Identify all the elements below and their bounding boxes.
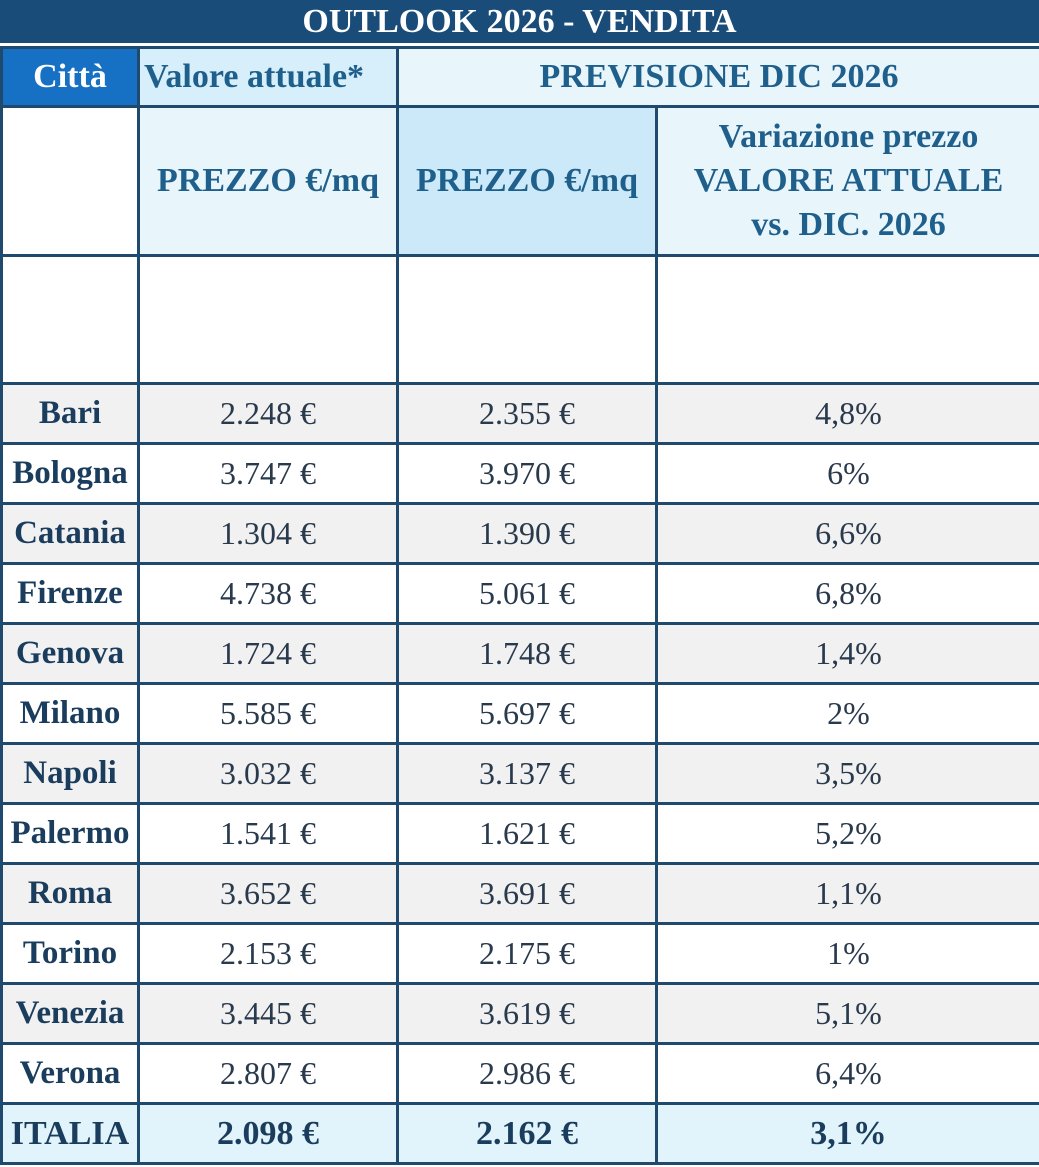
- prezzo-previsione-cell: 3.137 €: [398, 744, 657, 804]
- prezzo-previsione-cell: 2.986 €: [398, 1044, 657, 1104]
- table-row: [2, 744, 1039, 804]
- variazione-cell: 3,5%: [657, 744, 1039, 804]
- city-cell: Verona: [2, 1044, 139, 1104]
- outlook-table: [0, 46, 1039, 1165]
- table-row: [2, 924, 1039, 984]
- blank-cell: [2, 256, 139, 384]
- variazione-cell: 6%: [657, 444, 1039, 504]
- city-cell: Roma: [2, 864, 139, 924]
- variazione-cell: 5,2%: [657, 804, 1039, 864]
- blank-cell: [657, 256, 1039, 384]
- variazione-cell: 1,4%: [657, 624, 1039, 684]
- blank-cell: [139, 256, 398, 384]
- table-row: [2, 684, 1039, 744]
- header-variazione-line3: vs. DIC. 2026: [751, 206, 946, 243]
- variazione-cell: 6,8%: [657, 564, 1039, 624]
- prezzo-attuale-cell: 1.304 €: [139, 504, 398, 564]
- total-prezzo-attuale-cell: 2.098 €: [139, 1104, 398, 1164]
- prezzo-previsione-cell: 1.621 €: [398, 804, 657, 864]
- table-row: [2, 984, 1039, 1044]
- prezzo-previsione-cell: 3.970 €: [398, 444, 657, 504]
- table-row: [2, 564, 1039, 624]
- variazione-cell: 6,6%: [657, 504, 1039, 564]
- total-variazione-cell: 3,1%: [657, 1104, 1039, 1164]
- city-cell: Venezia: [2, 984, 139, 1044]
- header-row-top: [2, 48, 1039, 107]
- variazione-cell: 5,1%: [657, 984, 1039, 1044]
- total-prezzo-previsione-cell: 2.162 €: [398, 1104, 657, 1164]
- prezzo-previsione-cell: 1.390 €: [398, 504, 657, 564]
- variazione-cell: 1,1%: [657, 864, 1039, 924]
- header-variazione: [657, 107, 1039, 256]
- city-cell: Napoli: [2, 744, 139, 804]
- header-variazione-line1: Variazione prezzo: [718, 118, 979, 155]
- city-cell: Catania: [2, 504, 139, 564]
- header-prezzo-previsione: PREZZO €/mq: [398, 107, 657, 256]
- city-cell: Bari: [2, 384, 139, 444]
- prezzo-previsione-cell: 2.175 €: [398, 924, 657, 984]
- prezzo-attuale-cell: 3.445 €: [139, 984, 398, 1044]
- city-cell: Genova: [2, 624, 139, 684]
- table-row: [2, 864, 1039, 924]
- city-cell: Bologna: [2, 444, 139, 504]
- prezzo-previsione-cell: 5.697 €: [398, 684, 657, 744]
- variazione-cell: 1%: [657, 924, 1039, 984]
- table-row: [2, 504, 1039, 564]
- prezzo-attuale-cell: 3.747 €: [139, 444, 398, 504]
- table-row: [2, 624, 1039, 684]
- header-previsione: PREVISIONE DIC 2026: [398, 48, 1039, 107]
- prezzo-attuale-cell: 5.585 €: [139, 684, 398, 744]
- table-row: [2, 444, 1039, 504]
- prezzo-previsione-cell: 3.691 €: [398, 864, 657, 924]
- city-cell: Milano: [2, 684, 139, 744]
- table-row: [2, 804, 1039, 864]
- prezzo-previsione-cell: 3.619 €: [398, 984, 657, 1044]
- total-row: [2, 1104, 1039, 1164]
- header-valore-attuale: Valore attuale*: [139, 48, 398, 107]
- prezzo-attuale-cell: 2.807 €: [139, 1044, 398, 1104]
- header-prezzo-attuale: PREZZO €/mq: [139, 107, 398, 256]
- header-row-sub: [2, 107, 1039, 256]
- prezzo-attuale-cell: 3.652 €: [139, 864, 398, 924]
- prezzo-previsione-cell: 1.748 €: [398, 624, 657, 684]
- prezzo-attuale-cell: 3.032 €: [139, 744, 398, 804]
- table-title: OUTLOOK 2026 - VENDITA: [0, 0, 1039, 46]
- prezzo-attuale-cell: 4.738 €: [139, 564, 398, 624]
- variazione-cell: 4,8%: [657, 384, 1039, 444]
- blank-cell: [398, 256, 657, 384]
- prezzo-attuale-cell: 1.724 €: [139, 624, 398, 684]
- table-row: [2, 1044, 1039, 1104]
- variazione-cell: 2%: [657, 684, 1039, 744]
- header-variazione-line2: VALORE ATTUALE: [693, 162, 1004, 199]
- header-blank-cell: [2, 107, 139, 256]
- blank-row: [2, 256, 1039, 384]
- city-cell: Palermo: [2, 804, 139, 864]
- prezzo-attuale-cell: 2.248 €: [139, 384, 398, 444]
- variazione-cell: 6,4%: [657, 1044, 1039, 1104]
- prezzo-previsione-cell: 2.355 €: [398, 384, 657, 444]
- prezzo-attuale-cell: 2.153 €: [139, 924, 398, 984]
- header-citta: Città: [2, 48, 139, 107]
- table-row: [2, 384, 1039, 444]
- prezzo-attuale-cell: 1.541 €: [139, 804, 398, 864]
- city-cell: Firenze: [2, 564, 139, 624]
- total-city-cell: ITALIA: [2, 1104, 139, 1164]
- city-cell: Torino: [2, 924, 139, 984]
- prezzo-previsione-cell: 5.061 €: [398, 564, 657, 624]
